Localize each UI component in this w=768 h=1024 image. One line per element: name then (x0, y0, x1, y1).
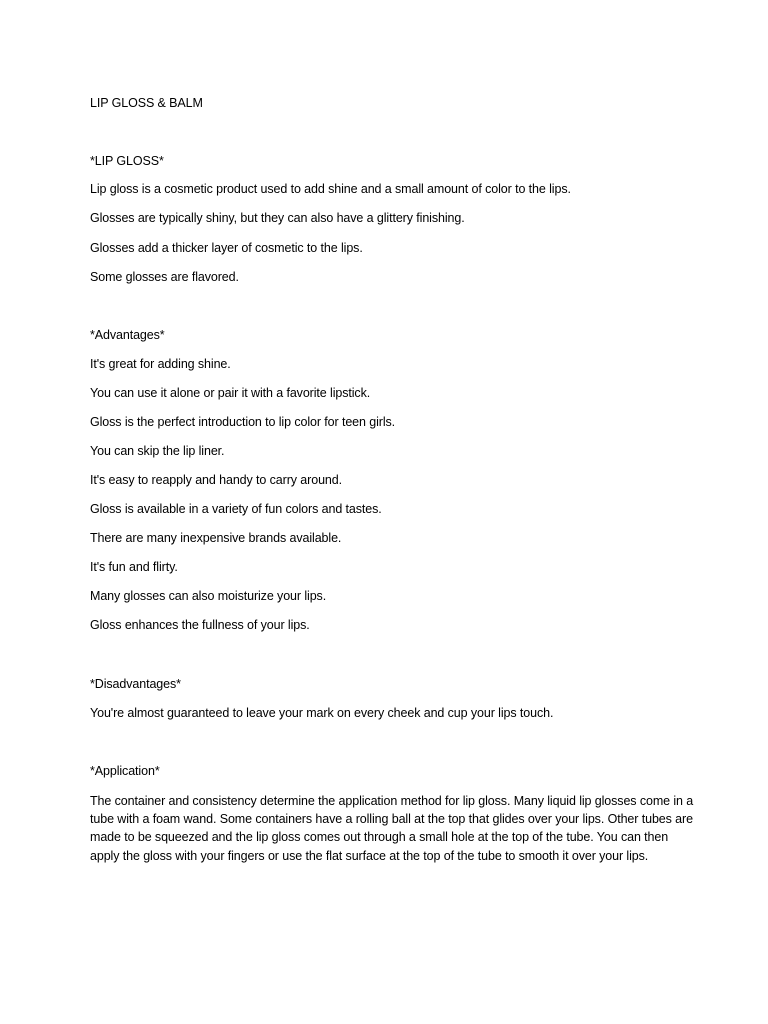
section-heading-application: *Application* (90, 764, 160, 778)
list-item: There are many inexpensive brands available. (90, 531, 342, 545)
section-heading-advantages: *Advantages* (90, 328, 165, 342)
list-item: You're almost guaranteed to leave your mark on every cheek and cup your lips touch. (90, 706, 554, 720)
list-item: Gloss is available in a variety of fun colors and tastes. (90, 502, 382, 516)
list-item: It's fun and flirty. (90, 560, 178, 574)
body-line: Lip gloss is a cosmetic product used to add shine and a small amount of color to the lips. (90, 182, 571, 196)
list-item: It's great for adding shine. (90, 357, 231, 371)
list-item: It's easy to reapply and handy to carry around. (90, 473, 343, 487)
list-item: Gloss is the perfect introduction to lip color for teen girls. (90, 415, 396, 429)
document-title: LIP GLOSS & BALM (90, 96, 203, 110)
list-item: Gloss enhances the fullness of your lips. (90, 618, 310, 632)
section-heading-lip-gloss: *LIP GLOSS* (90, 154, 164, 168)
list-item: Many glosses can also moisturize your lips. (90, 589, 327, 603)
body-line: Some glosses are flavored. (90, 270, 239, 284)
list-item: You can use it alone or pair it with a favorite lipstick. (90, 386, 371, 400)
application-paragraph: The container and consistency determine the application method for lip gloss. Many liquid lip glosses come in a tube with a foam wand. Some containers have a rolling ball at the top that glides over your lips. Other tubes are made to be squeezed and the lip gloss comes out through a small hole at the top of the tube. You can then apply the gloss with your fingers or use the flat surface at the top of the tube to smooth it over your lips. (90, 794, 694, 863)
body-line: Glosses are typically shiny, but they can also have a glittery finishing. (90, 211, 465, 225)
section-heading-disadvantages: *Disadvantages* (90, 677, 181, 691)
body-line: Glosses add a thicker layer of cosmetic to the lips. (90, 241, 363, 255)
list-item: You can skip the lip liner. (90, 444, 225, 458)
